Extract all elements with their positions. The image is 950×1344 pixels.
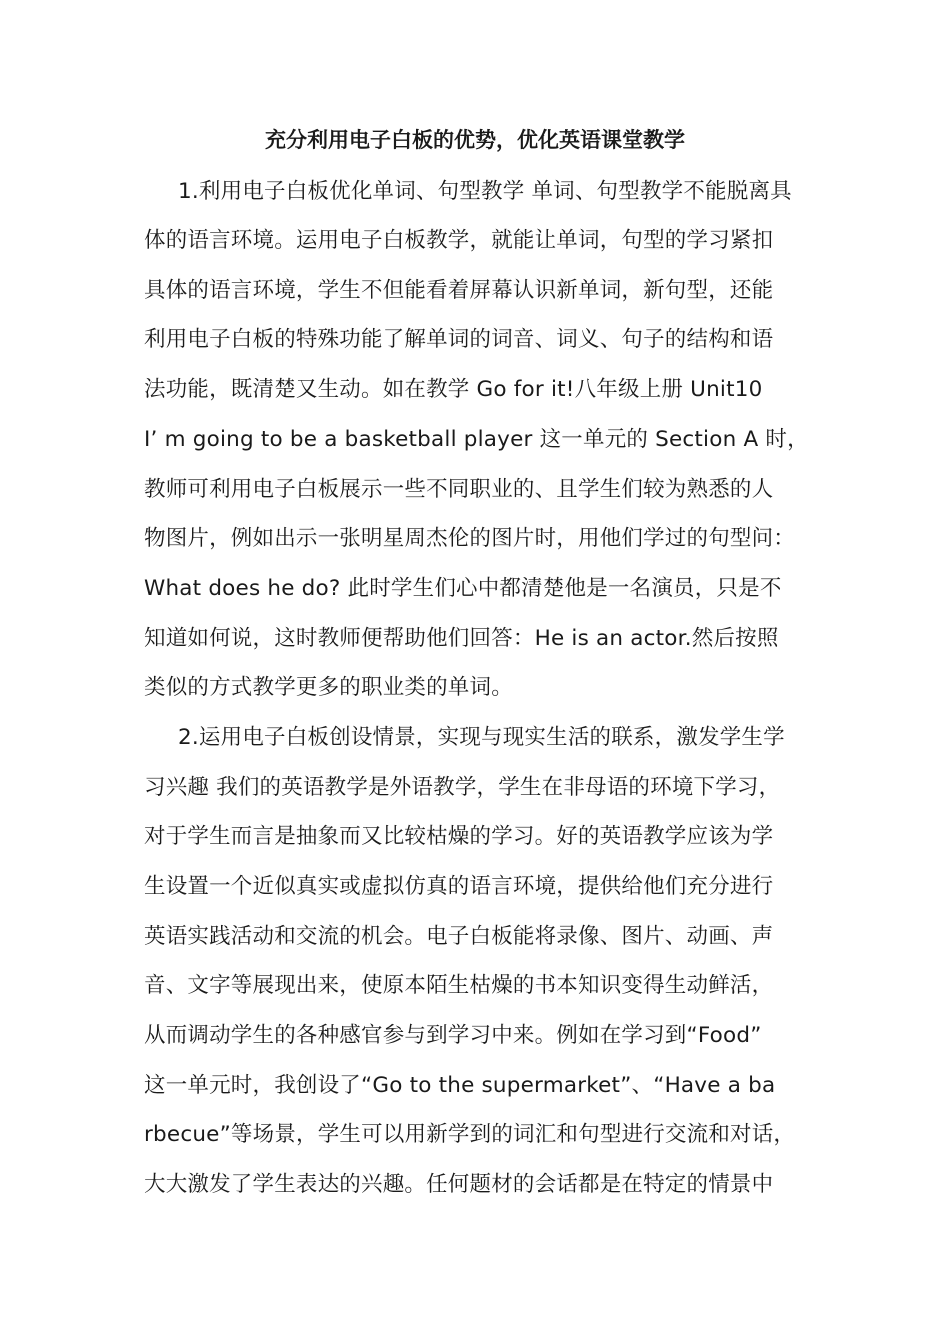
paragraph-line: 具体的语言环境，学生不但能看着屏幕认识新单词，新句型，还能 [144, 278, 774, 303]
paragraph-line: 生设置一个近似真实或虚拟仿真的语言环境，提供给他们充分进行 [144, 874, 774, 899]
paragraph-line: 知道如何说，这时教师便帮助他们回答：He is an actor.然后按照 [144, 626, 779, 651]
paragraph-line: 法功能，既清楚又生动。如在教学 Go for it!八年级上册 Unit10 [144, 377, 763, 402]
paragraph-line: 习兴趣 我们的英语教学是外语教学，学生在非母语的环境下学习， [144, 775, 781, 800]
paragraph-line: 从而调动学生的各种感官参与到学习中来。例如在学习到“Food” [144, 1023, 762, 1048]
paragraph-line: What does he do? 此时学生们心中都清楚他是一名演员，只是不 [144, 576, 782, 601]
paragraph-line: 教师可利用电子白板展示一些不同职业的、且学生们较为熟悉的人 [144, 477, 774, 502]
paragraph-line: 类似的方式教学更多的职业类的单词。 [144, 675, 513, 700]
paragraph-line: 对于学生而言是抽象而又比较枯燥的学习。好的英语教学应该为学 [144, 824, 774, 849]
paragraph-line: 物图片，例如出示一张明星周杰伦的图片时，用他们学过的句型问： [144, 526, 796, 551]
paragraph-line: I’ m going to be a basketball player 这一单元的 Section A 时， [144, 427, 809, 452]
paragraph-line: 英语实践活动和交流的机会。电子白板能将录像、图片、动画、声 [144, 924, 774, 949]
paragraph-line: rbecue”等场景，学生可以用新学到的词汇和句型进行交流和对话， [144, 1122, 796, 1147]
paragraph-line: 1.利用电子白板优化单词、句型教学 单词、句型教学不能脱离具 [178, 179, 792, 204]
paragraph-line: 利用电子白板的特殊功能了解单词的词音、词义、句子的结构和语 [144, 327, 774, 352]
paragraph-line: 2.运用电子白板创设情景，实现与现实生活的联系，激发学生学 [178, 725, 785, 750]
paragraph-line: 大大激发了学生表达的兴趣。任何题材的会话都是在特定的情景中 [144, 1172, 774, 1197]
paragraph-line: 音、文字等展现出来，使原本陌生枯燥的书本知识变得生动鲜活， [144, 973, 774, 998]
document-title: 充分利用电子白板的优势，优化英语课堂教学 [265, 128, 685, 152]
paragraph-line: 体的语言环境。运用电子白板教学，就能让单词，句型的学习紧扣 [144, 228, 774, 253]
paragraph-line: 这一单元时，我创设了“Go to the supermarket”、“Have a ba [144, 1073, 776, 1098]
